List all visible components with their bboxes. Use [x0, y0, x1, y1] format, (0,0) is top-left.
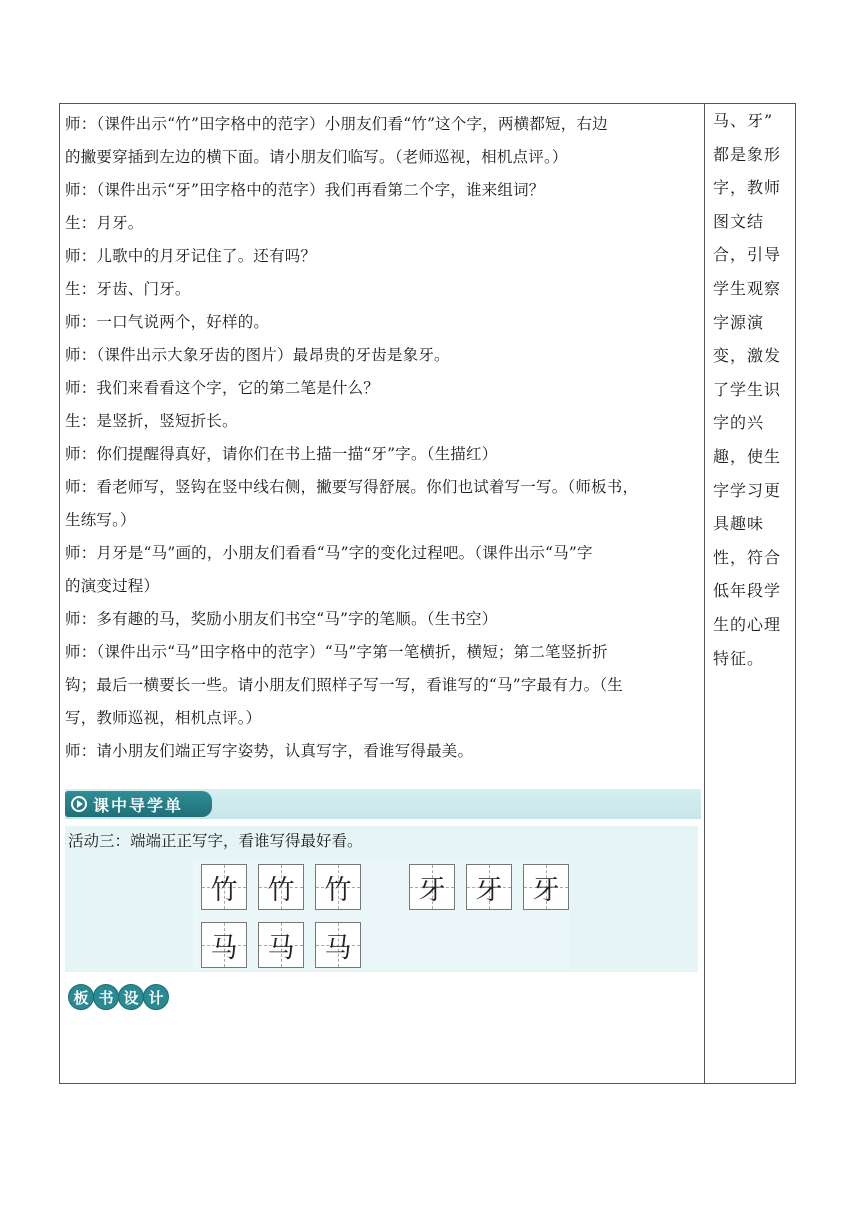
practice-char: 马 [324, 932, 352, 964]
design-intent-column [713, 104, 793, 675]
side-note-line: 趣，使生 [713, 446, 782, 466]
practice-char: 马 [210, 932, 238, 964]
board-char: 设 [118, 984, 144, 1010]
banner-tab [65, 791, 212, 817]
side-note-line: 都是象形 [713, 144, 782, 164]
practice-char: 马 [267, 932, 295, 964]
tianzige-cell [315, 922, 361, 968]
lesson-dialogue [65, 108, 698, 768]
tianzige-cell [201, 864, 247, 910]
practice-char: 竹 [210, 874, 238, 906]
tianzige-cell [258, 864, 304, 910]
board-char: 板 [68, 984, 94, 1010]
side-note-line: 变，激发 [713, 346, 782, 366]
column-divider [704, 104, 705, 1083]
dialogue-line: 师：儿歌中的月牙记住了。还有吗？ [65, 247, 317, 265]
tianzige-cell [409, 864, 455, 910]
dialogue-line: 师：请小朋友们端正写字姿势，认真写字，看谁写得最美。 [65, 742, 474, 760]
tianzige-cell [466, 864, 512, 910]
banner-title: 课中导学单 [93, 795, 184, 815]
side-note-line: 学生观察 [713, 278, 782, 298]
dialogue-line: 生：是竖折，竖短折长。 [65, 412, 238, 430]
side-note-line: 了学生识 [713, 379, 782, 399]
side-note-line: 具趣味 [713, 514, 765, 534]
board-char: 书 [93, 984, 119, 1010]
side-note-line: 性，符合 [713, 547, 782, 567]
practice-char: 竹 [267, 874, 295, 906]
dialogue-line: 师：一口气说两个，好样的。 [65, 313, 270, 331]
tianzige-cell [315, 864, 361, 910]
lesson-table [59, 103, 796, 1084]
practice-char: 牙 [532, 874, 560, 906]
side-note-line: 字学习更 [713, 480, 782, 500]
board-char: 计 [143, 984, 169, 1010]
activity-title: 活动三：端端正正写字，看谁写得最好看。 [68, 832, 363, 850]
practice-char: 牙 [418, 874, 446, 906]
dialogue-line: 生：月牙。 [65, 214, 144, 232]
practice-char: 竹 [324, 874, 352, 906]
dialogue-line: 生练写。） [65, 511, 136, 529]
dialogue-line: 师：我们来看看这个字，它的第二笔是什么？ [65, 379, 380, 397]
dialogue-line: 师：看老师写，竖钩在竖中线右侧，撇要写得舒展。你们也试着写一写。（师板书， [65, 478, 639, 496]
play-circle-icon [71, 796, 87, 812]
dialogue-line: 师：多有趣的马，奖励小朋友们书空“马”字的笔顺。（生书空） [65, 610, 498, 628]
tianzige-cell [201, 922, 247, 968]
side-note-line: 图文结 [713, 211, 765, 231]
dialogue-line: 师：（课件出示大象牙齿的图片）最昂贵的牙齿是象牙。 [65, 346, 450, 364]
dialogue-line: 钩；最后一横要长一些。请小朋友们照样子写一写，看谁写的“马”字最有力。（生 [65, 676, 624, 694]
writing-grid-panel [193, 860, 570, 970]
side-note-line: 合，引导 [713, 245, 782, 265]
dialogue-line: 生：牙齿、门牙。 [65, 280, 191, 298]
dialogue-line: 师：（课件出示“竹”田字格中的范字）小朋友们看“竹”这个字，两横都短，右边 [65, 115, 608, 133]
dialogue-line: 的撇要穿插到左边的横下面。请小朋友们临写。（老师巡视，相机点评。） [65, 148, 568, 166]
dialogue-line: 师：你们提醒得真好，请你们在书上描一描“牙”字。（生描红） [65, 445, 498, 463]
side-note-line: 马、牙” [713, 111, 774, 130]
tianzige-cell [258, 922, 304, 968]
side-note-line: 字，教师 [713, 178, 782, 198]
dialogue-line: 写，教师巡视，相机点评。） [65, 709, 262, 727]
dialogue-line: 的演变过程） [65, 577, 160, 595]
side-note-line: 生的心理 [713, 614, 782, 634]
guide-sheet-banner [65, 789, 701, 819]
side-note-line: 特征。 [713, 648, 765, 668]
activity-panel [65, 826, 698, 972]
practice-char: 牙 [475, 874, 503, 906]
board-design-heading [68, 984, 168, 1010]
dialogue-line: 师：月牙是“马”画的，小朋友们看看“马”字的变化过程吧。（课件出示“马”字 [65, 544, 593, 562]
tianzige-cell [523, 864, 569, 910]
dialogue-line: 师：（课件出示“牙”田字格中的范字）我们再看第二个字，谁来组词？ [65, 181, 545, 199]
side-note-line: 字源演 [713, 312, 765, 332]
side-note-line: 低年段学 [713, 581, 782, 601]
dialogue-line: 师：（课件出示“马”田字格中的范字）“马”字第一笔横折，横短；第二笔竖折折 [65, 643, 608, 661]
side-note-line: 字的兴 [713, 413, 765, 433]
